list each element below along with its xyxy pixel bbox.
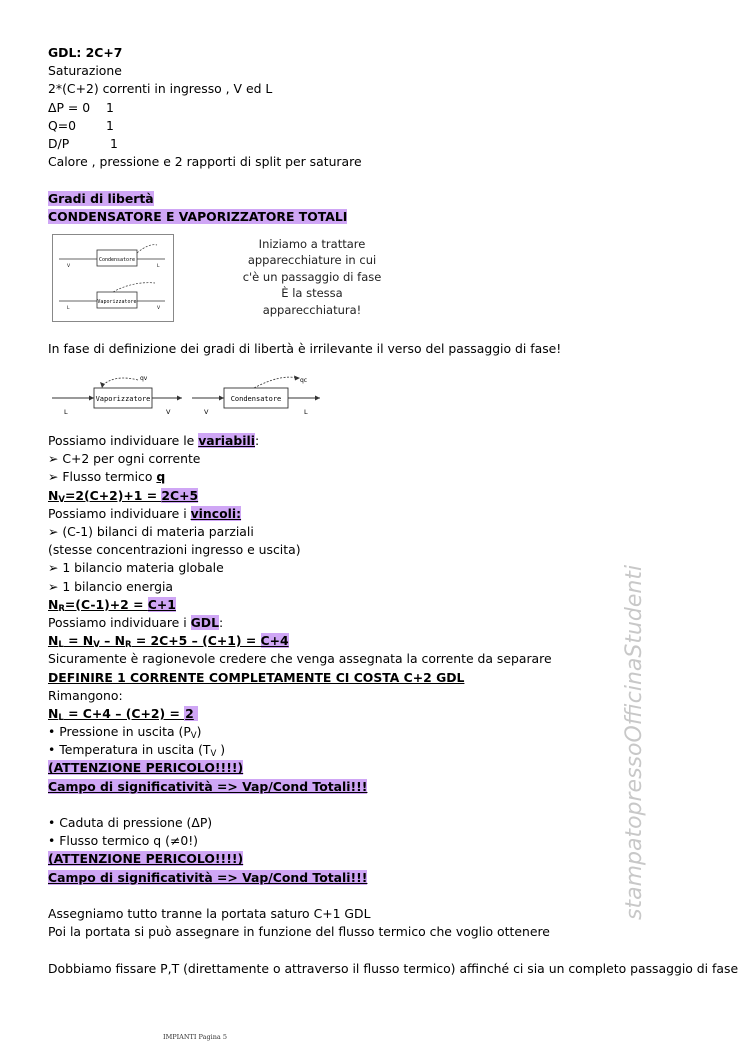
dpr-label: D/P <box>48 135 70 151</box>
line-q <box>48 117 738 135</box>
var-item-2 <box>48 468 738 486</box>
line-correnti: 2*(C+2) correnti in ingresso , V ed L <box>48 81 273 97</box>
variabili-post: : <box>255 433 260 449</box>
vincoli-word: vincoli: <box>190 505 242 521</box>
flows-diagram <box>48 370 338 418</box>
line-dp <box>48 99 738 117</box>
fig2-v-in: V <box>204 408 209 417</box>
line-saturazione: Saturazione <box>48 63 122 79</box>
side-line-4: È la stessa <box>281 286 343 301</box>
vincoli-pre: Possiamo individuare i <box>48 505 191 521</box>
param-pressione-text: • Pressione in uscita (P <box>48 724 191 740</box>
dp-label: ΔP = 0 <box>48 99 91 115</box>
fig2-qv: qv <box>140 375 148 383</box>
nr-sub: R <box>58 603 65 614</box>
nl-sub-v: V <box>93 640 100 651</box>
watermark: stampatopressoOfficinaStudenti <box>622 564 647 920</box>
nv-n: N <box>48 487 59 503</box>
warning-2-text: (ATTENZIONE PERICOLO!!!!) <box>48 851 244 867</box>
variabili-pre: Possiamo individuare le <box>48 433 199 449</box>
param-temperatura-text: • Temperatura in uscita (T <box>48 742 211 758</box>
fig2-l-out: L <box>304 408 308 417</box>
fig1-cond-label: Condensatore <box>98 256 136 263</box>
fig2-qc: qc <box>300 377 308 385</box>
param-pressione-close: ) <box>196 724 202 740</box>
nl-sub-l: L <box>58 640 64 651</box>
nl-minus: – N <box>99 633 125 649</box>
param-flusso: • Flusso termico q (≠0!) <box>48 833 199 849</box>
campo-2-text: Campo di significatività => Vap/Cond Totali!!! <box>48 869 368 885</box>
nl-sub-r: R <box>124 640 132 651</box>
gdl-word: GDL <box>190 614 219 630</box>
variabili-intro <box>48 432 738 450</box>
note-verso: In fase di definizione dei gradi di libertà è irrilevante il verso del passaggio di fase! <box>48 340 562 356</box>
line-portata: Poi la portata si può assegnare in funzione del flusso termico che voglio ottenere <box>48 924 550 940</box>
nv-result: 2C+5 <box>161 487 199 503</box>
q-value: 1 <box>106 117 114 133</box>
line-definire: DEFINIRE 1 CORRENTE COMPLETAMENTE CI COSTA C+2 GDL <box>48 669 465 685</box>
line-sicuramente: Sicuramente è ragionevole credere che venga assegnata la corrente da separare <box>48 651 552 667</box>
fig1-vap-label: Vaporizzatore <box>97 298 137 305</box>
q-label: Q=0 <box>48 117 77 133</box>
fig2-l-in: L <box>64 408 68 417</box>
nv-formula <box>48 487 738 505</box>
fig1-l-top: L <box>157 263 160 269</box>
line-rimangono: Rimangono: <box>48 687 123 703</box>
side-line-1: Iniziamo a trattare <box>258 236 366 251</box>
figure-frame <box>52 234 174 322</box>
fig2-v-out: V <box>166 408 171 417</box>
figure-side-text <box>188 236 436 319</box>
nl2-sub: L <box>58 712 64 723</box>
dpr-value: 1 <box>110 135 118 151</box>
vincolo-1: ➢ (C-1) bilanci di materia parziali <box>48 524 254 539</box>
line-assegniamo: Assegniamo tutto tranne la portata saturo C+1 GDL <box>48 905 371 921</box>
vincolo-1-note: (stesse concentrazioni ingresso e uscita) <box>48 542 301 558</box>
nl-n: N <box>48 633 59 649</box>
line-calore: Calore , pressione e 2 rapporti di split per saturare <box>48 154 362 170</box>
side-line-2: apparecchiature in cui <box>247 253 377 268</box>
warning-1-text: (ATTENZIONE PERICOLO!!!!) <box>48 760 244 776</box>
heading-cond-vap-text: CONDENSATORE E VAPORIZZATORE TOTALI <box>48 208 348 224</box>
param-temperatura-close: ) <box>216 742 226 758</box>
fig2-vap-label: Vaporizzatore <box>95 395 151 404</box>
param-temperatura-sub: V <box>210 749 217 760</box>
gdl-post: : <box>218 614 224 630</box>
fig2-cond-label: Condensatore <box>230 395 282 404</box>
variabili-word: variabili <box>198 433 256 449</box>
nl-expr: = 2C+5 – (C+1) = <box>131 633 261 649</box>
gdl-title: GDL: 2C+7 <box>48 45 123 60</box>
heading-gradi <box>48 190 738 208</box>
vincolo-3: ➢ 1 bilancio energia <box>48 578 173 594</box>
vincoli-intro <box>48 505 738 523</box>
param-caduta: • Caduta di pressione (ΔP) <box>48 815 213 830</box>
nr-n: N <box>48 596 59 612</box>
vincolo-2: ➢ 1 bilancio materia globale <box>48 560 224 576</box>
side-line-3: c'è un passaggio di fase <box>242 269 382 284</box>
dp-value: 1 <box>106 99 114 115</box>
nr-result: C+1 <box>147 596 176 612</box>
nl2-result: 2 <box>184 706 198 721</box>
nr-expr: =(C-1)+2 = <box>64 596 148 612</box>
gdl-pre: Possiamo individuare i <box>48 614 191 630</box>
var-item-2-text: ➢ Flusso termico <box>48 469 157 485</box>
fig1-l-bottom: L <box>67 305 70 311</box>
var-item-1: ➢ C+2 per ogni corrente <box>48 451 201 467</box>
heading-gradi-text: Gradi di libertà <box>48 190 154 206</box>
var-item-2-q: q <box>156 469 166 485</box>
line-dp-ratio <box>48 135 738 153</box>
side-line-5: apparecchiatura! <box>262 302 362 317</box>
nl-result: C+4 <box>260 633 289 649</box>
nl2-n: N <box>48 705 59 721</box>
heading-cond-vap <box>48 208 738 226</box>
page-footer: IMPIANTI Pagina 5 <box>163 1033 227 1041</box>
nv-expr: =2(C+2)+1 = <box>64 487 162 503</box>
cond-vap-diagram <box>53 235 173 321</box>
fig1-v-bottom: V <box>157 305 161 311</box>
line-fissare: Dobbiamo fissare P,T (direttamente o attraverso il flusso termico) affinché ci sia un completo passaggio di fase <box>48 960 739 976</box>
nv-sub: V <box>58 494 65 505</box>
figure-cond-vap <box>48 234 738 340</box>
fig1-v-top: V <box>67 263 71 269</box>
figure-flows <box>48 370 738 418</box>
nl2-expr: = C+4 – (C+2) = <box>63 705 185 721</box>
nl-eq: = N <box>63 633 94 649</box>
param-pressione-sub: V <box>190 731 197 742</box>
campo-1-text: Campo di significatività => Vap/Cond Totali!!! <box>48 778 368 794</box>
